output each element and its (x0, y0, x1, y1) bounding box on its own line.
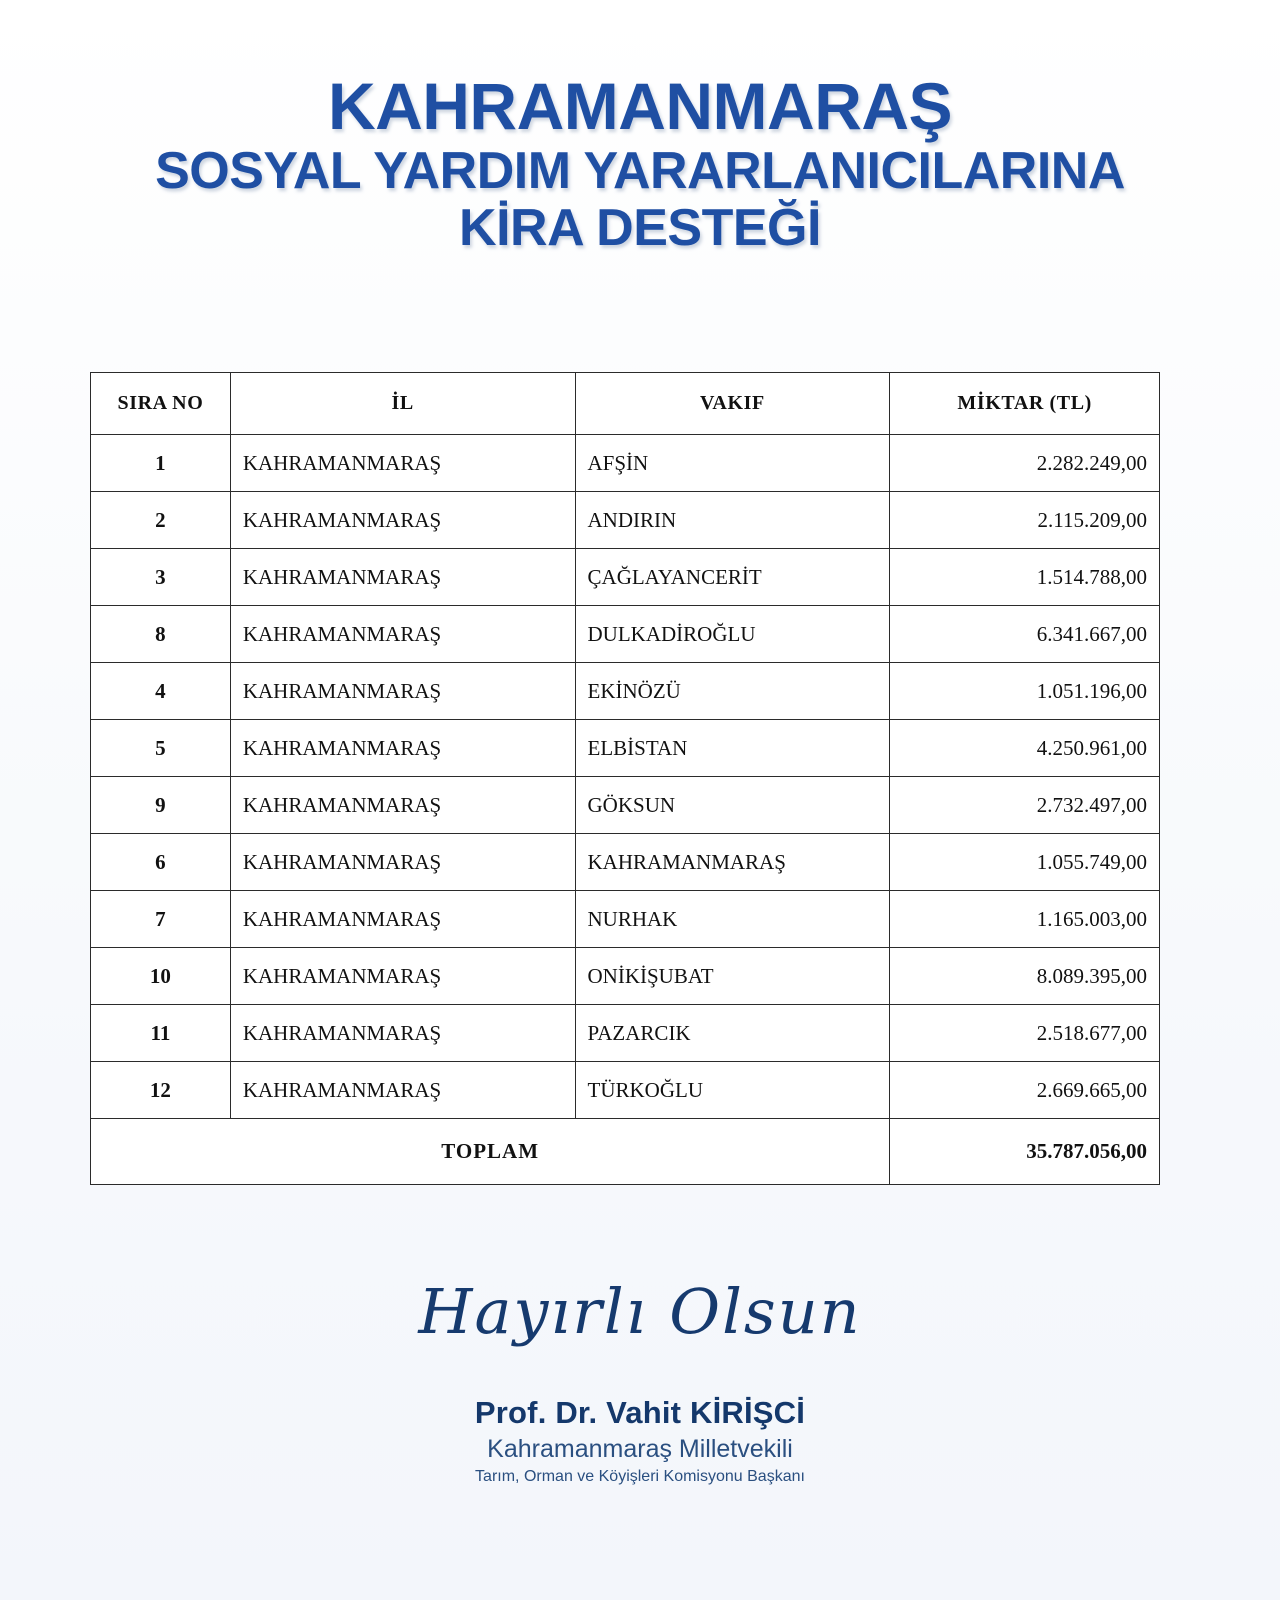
aid-table-container (90, 372, 1160, 1185)
cell-miktar: 2.115.209,00 (890, 492, 1160, 549)
cell-sira-no: 6 (91, 834, 231, 891)
cell-miktar: 2.282.249,00 (890, 435, 1160, 492)
title-line-3: KİRA DESTEĞİ (459, 199, 821, 258)
table-row (91, 777, 1160, 834)
title-line-1: KAHRAMANMARAŞ (327, 69, 953, 143)
table-body (91, 435, 1160, 1185)
cell-vakif: EKİNÖZÜ (575, 663, 890, 720)
cell-il: KAHRAMANMARAŞ (230, 777, 575, 834)
table-row (91, 492, 1160, 549)
table-row (91, 891, 1160, 948)
cell-il: KAHRAMANMARAŞ (230, 606, 575, 663)
cell-miktar: 2.732.497,00 (890, 777, 1160, 834)
cell-miktar: 4.250.961,00 (890, 720, 1160, 777)
signer-subrole: Tarım, Orman ve Köyişleri Komisyonu Başkanı (475, 1468, 805, 1485)
table-row (91, 948, 1160, 1005)
column-header-il: İL (230, 373, 575, 435)
table-row (91, 435, 1160, 492)
total-amount: 35.787.056,00 (890, 1119, 1160, 1185)
cell-vakif: ELBİSTAN (575, 720, 890, 777)
cell-miktar: 1.165.003,00 (890, 891, 1160, 948)
table-row (91, 1062, 1160, 1119)
greeting-script: Hayırlı Olsun (418, 1275, 862, 1348)
total-label: TOPLAM (91, 1119, 890, 1185)
cell-sira-no: 4 (91, 663, 231, 720)
cell-sira-no: 1 (91, 435, 231, 492)
cell-sira-no: 2 (91, 492, 231, 549)
cell-il: KAHRAMANMARAŞ (230, 834, 575, 891)
cell-vakif: ÇAĞLAYANCERİT (575, 549, 890, 606)
cell-miktar: 2.669.665,00 (890, 1062, 1160, 1119)
cell-sira-no: 10 (91, 948, 231, 1005)
cell-il: KAHRAMANMARAŞ (230, 492, 575, 549)
cell-vakif: DULKADİROĞLU (575, 606, 890, 663)
cell-il: KAHRAMANMARAŞ (230, 1062, 575, 1119)
cell-il: KAHRAMANMARAŞ (230, 891, 575, 948)
cell-vakif: GÖKSUN (575, 777, 890, 834)
table-row (91, 606, 1160, 663)
cell-miktar: 6.341.667,00 (890, 606, 1160, 663)
table-row (91, 834, 1160, 891)
cell-vakif: PAZARCIK (575, 1005, 890, 1062)
signer-name: Prof. Dr. Vahit KİRİŞCİ (474, 1395, 806, 1430)
cell-miktar: 1.051.196,00 (890, 663, 1160, 720)
page-title (0, 0, 1280, 256)
cell-vakif: ONİKİŞUBAT (575, 948, 890, 1005)
cell-sira-no: 12 (91, 1062, 231, 1119)
cell-miktar: 2.518.677,00 (890, 1005, 1160, 1062)
cell-sira-no: 7 (91, 891, 231, 948)
table-row (91, 1005, 1160, 1062)
signature-block (0, 1395, 1280, 1486)
cell-il: KAHRAMANMARAŞ (230, 549, 575, 606)
cell-il: KAHRAMANMARAŞ (230, 720, 575, 777)
table-row (91, 720, 1160, 777)
cell-il: KAHRAMANMARAŞ (230, 435, 575, 492)
table-total-row (91, 1119, 1160, 1185)
cell-sira-no: 5 (91, 720, 231, 777)
cell-miktar: 8.089.395,00 (890, 948, 1160, 1005)
title-line-2: SOSYAL YARDIM YARARLANICILARINA (155, 141, 1125, 200)
cell-vakif: TÜRKOĞLU (575, 1062, 890, 1119)
cell-miktar: 1.514.788,00 (890, 549, 1160, 606)
cell-vakif: NURHAK (575, 891, 890, 948)
cell-vakif: KAHRAMANMARAŞ (575, 834, 890, 891)
cell-sira-no: 11 (91, 1005, 231, 1062)
cell-vakif: AFŞİN (575, 435, 890, 492)
cell-sira-no: 8 (91, 606, 231, 663)
cell-vakif: ANDIRIN (575, 492, 890, 549)
cell-il: KAHRAMANMARAŞ (230, 663, 575, 720)
table-row (91, 663, 1160, 720)
column-header-vakif: VAKIF (575, 373, 890, 435)
column-header-sira-no: SIRA NO (91, 373, 231, 435)
cell-sira-no: 9 (91, 777, 231, 834)
cell-sira-no: 3 (91, 549, 231, 606)
signer-role: Kahramanmaraş Milletvekili (487, 1435, 793, 1463)
cell-il: KAHRAMANMARAŞ (230, 948, 575, 1005)
table-row (91, 549, 1160, 606)
cell-miktar: 1.055.749,00 (890, 834, 1160, 891)
aid-table (90, 372, 1160, 1185)
cell-il: KAHRAMANMARAŞ (230, 1005, 575, 1062)
table-header (91, 373, 1160, 435)
column-header-miktar: MİKTAR (TL) (890, 373, 1160, 435)
table-header-row (91, 373, 1160, 435)
